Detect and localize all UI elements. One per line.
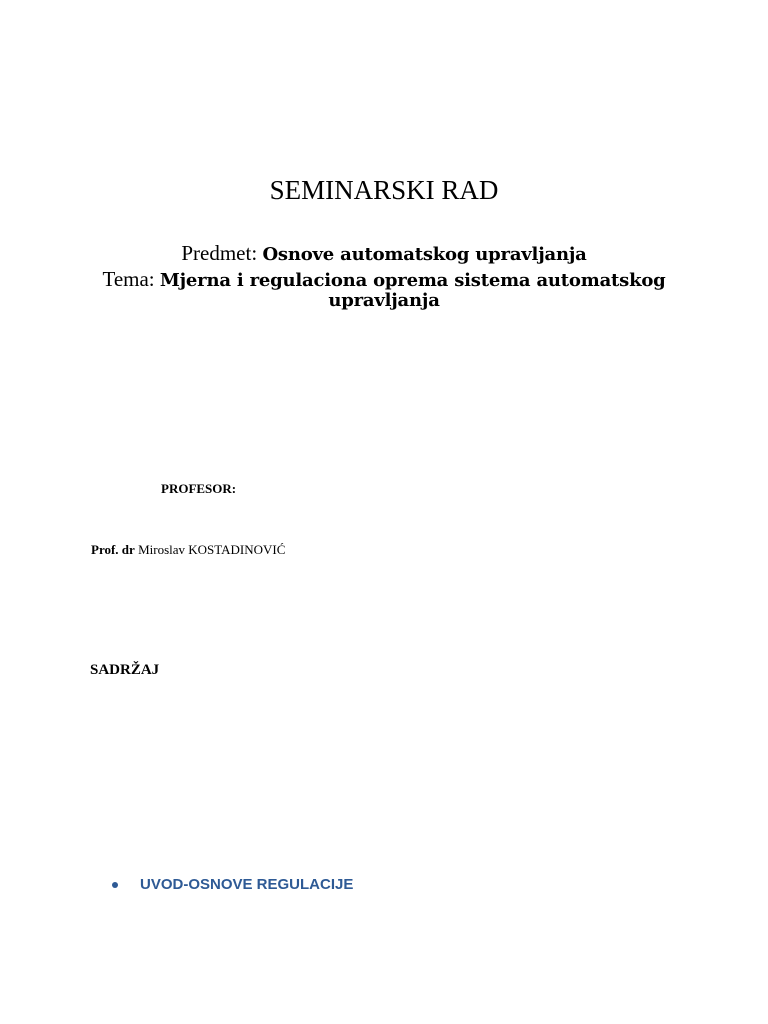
toc-item-label: UVOD-OSNOVE REGULACIJE	[140, 876, 354, 893]
toc-heading: SADRŽAJ	[90, 662, 160, 678]
toc-list	[112, 876, 353, 893]
topic-line	[100, 267, 668, 311]
professor-name-line	[91, 542, 285, 558]
professor-label: PROFESOR:	[161, 481, 237, 496]
bullet-icon	[112, 882, 118, 888]
subject-line	[0, 238, 768, 270]
subject-value: Osnove automatskog upravljanja	[262, 244, 587, 265]
professor-title-prefix: Prof. dr	[91, 542, 135, 557]
topic-label: Tema:	[102, 267, 155, 291]
toc-item[interactable]	[112, 876, 353, 893]
professor-name: Miroslav KOSTADINOVIĆ	[138, 542, 286, 557]
document-title: SEMINARSKI RAD	[269, 175, 499, 205]
subject-label: Predmet:	[181, 241, 258, 265]
topic-value: Mjerna i regulaciona oprema sistema automatskog upravljanja	[159, 270, 666, 311]
